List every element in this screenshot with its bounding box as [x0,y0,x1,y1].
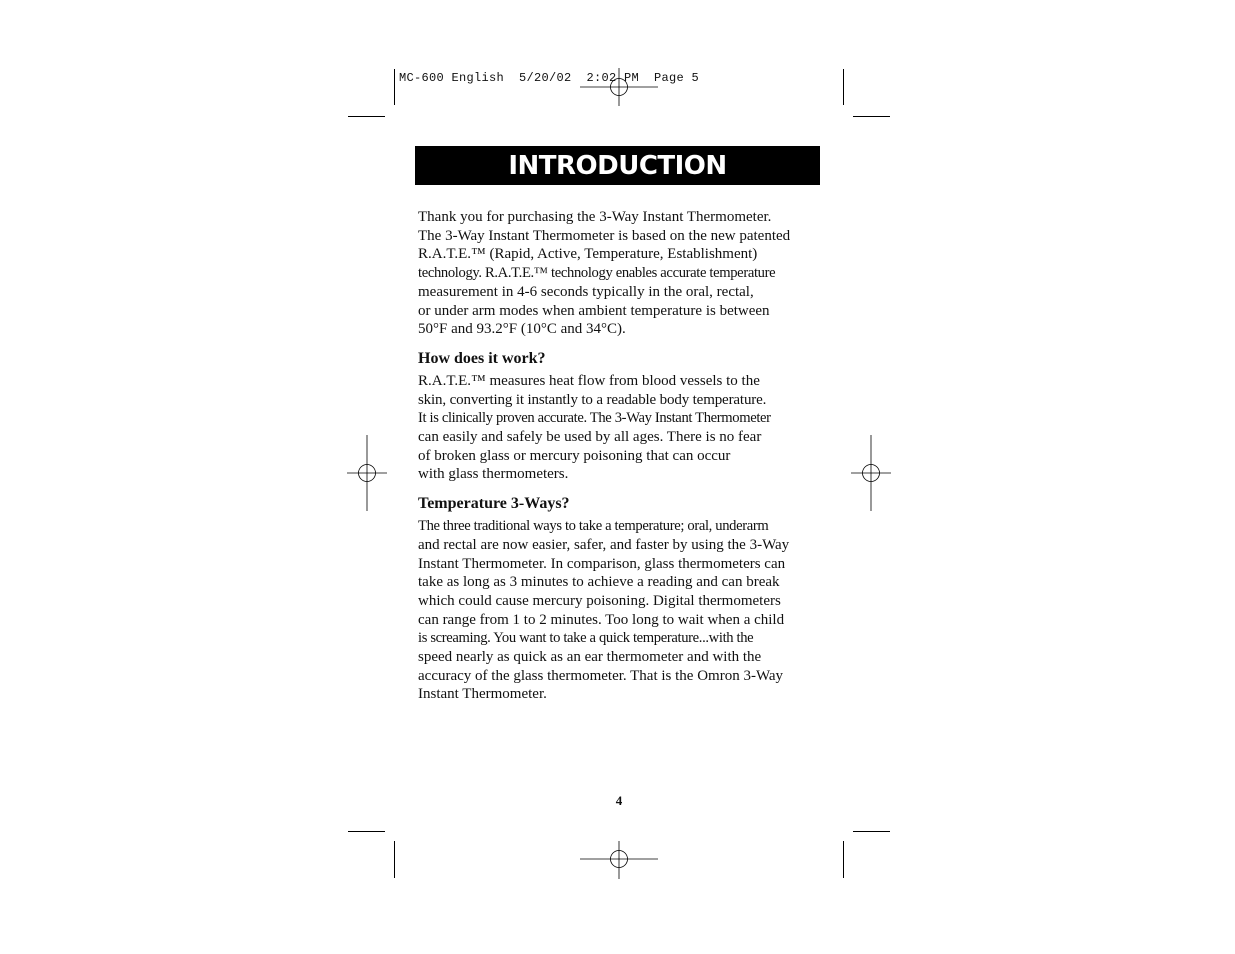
registration-crosshair-icon [580,841,658,879]
crop-mark-icon [348,116,385,117]
page-body [418,208,814,704]
text-line: Instant Thermometer. In comparison, glass thermometers can [418,555,786,572]
crop-mark-icon [348,831,385,832]
text-line: The 3-Way Instant Thermometer is based on the new patented [418,227,791,244]
text-line: take as long as 3 minutes to achieve a reading and can break [418,574,780,591]
text-line: skin, converting it instantly to a readable body temperature. [418,391,767,408]
text-line: or under arm modes when ambient temperature is between [418,302,770,319]
text-line: and rectal are now easier, safer, and faster by using the 3-Way [418,536,790,553]
how-it-works-paragraph [418,372,814,484]
crop-mark-icon [394,69,395,105]
text-line: R.A.T.E.™ measures heat flow from blood vessels to the [418,372,760,389]
text-line: The three traditional ways to take a temperature; oral, underarm [418,518,769,535]
text-line: with glass thermometers. [418,466,569,483]
text-line: It is clinically proven accurate. The 3-Way Instant Thermometer [418,410,771,427]
text-line: Instant Thermometer. [418,686,547,703]
crop-mark-icon [853,831,890,832]
crop-mark-icon [853,116,890,117]
section-heading-temperature-3-ways: Temperature 3-Ways? [418,495,570,513]
registration-crosshair-icon [851,435,891,511]
crop-mark-icon [394,841,395,878]
registration-crosshair-icon [580,68,658,106]
text-line: can range from 1 to 2 minutes. Too long to wait when a child [418,611,785,628]
crop-mark-icon [843,841,844,878]
text-line: of broken glass or mercury poisoning that can occur [418,447,731,464]
text-line: technology. R.A.T.E.™ technology enables accurate temperature [418,265,776,282]
text-line: R.A.T.E.™ (Rapid, Active, Temperature, Establishment) [418,246,758,263]
section-title-banner: INTRODUCTION [415,146,820,185]
text-line: Thank you for purchasing the 3-Way Instant Thermometer. [418,209,772,225]
text-line: accuracy of the glass thermometer. That is the Omron 3-Way [418,667,784,684]
print-slug: MC-600 English 5/20/02 2:02 PM Page 5 [399,71,700,85]
registration-crosshair-icon [347,435,387,511]
text-line: 50°F and 93.2°F (10°C and 34°C). [418,321,626,338]
text-line: is screaming. You want to take a quick temperature...with the [418,630,754,647]
temperature-3-ways-paragraph [418,517,814,704]
page-number: 4 [615,793,623,808]
crop-mark-icon [843,69,844,105]
intro-paragraph [418,208,814,339]
section-heading-how-it-works: How does it work? [418,349,546,367]
text-line: can easily and safely be used by all ages. There is no fear [418,429,762,446]
text-line: measurement in 4-6 seconds typically in the oral, rectal, [418,283,754,300]
text-line: speed nearly as quick as an ear thermometer and with the [418,649,762,666]
text-line: which could cause mercury poisoning. Digital thermometers [418,592,781,609]
